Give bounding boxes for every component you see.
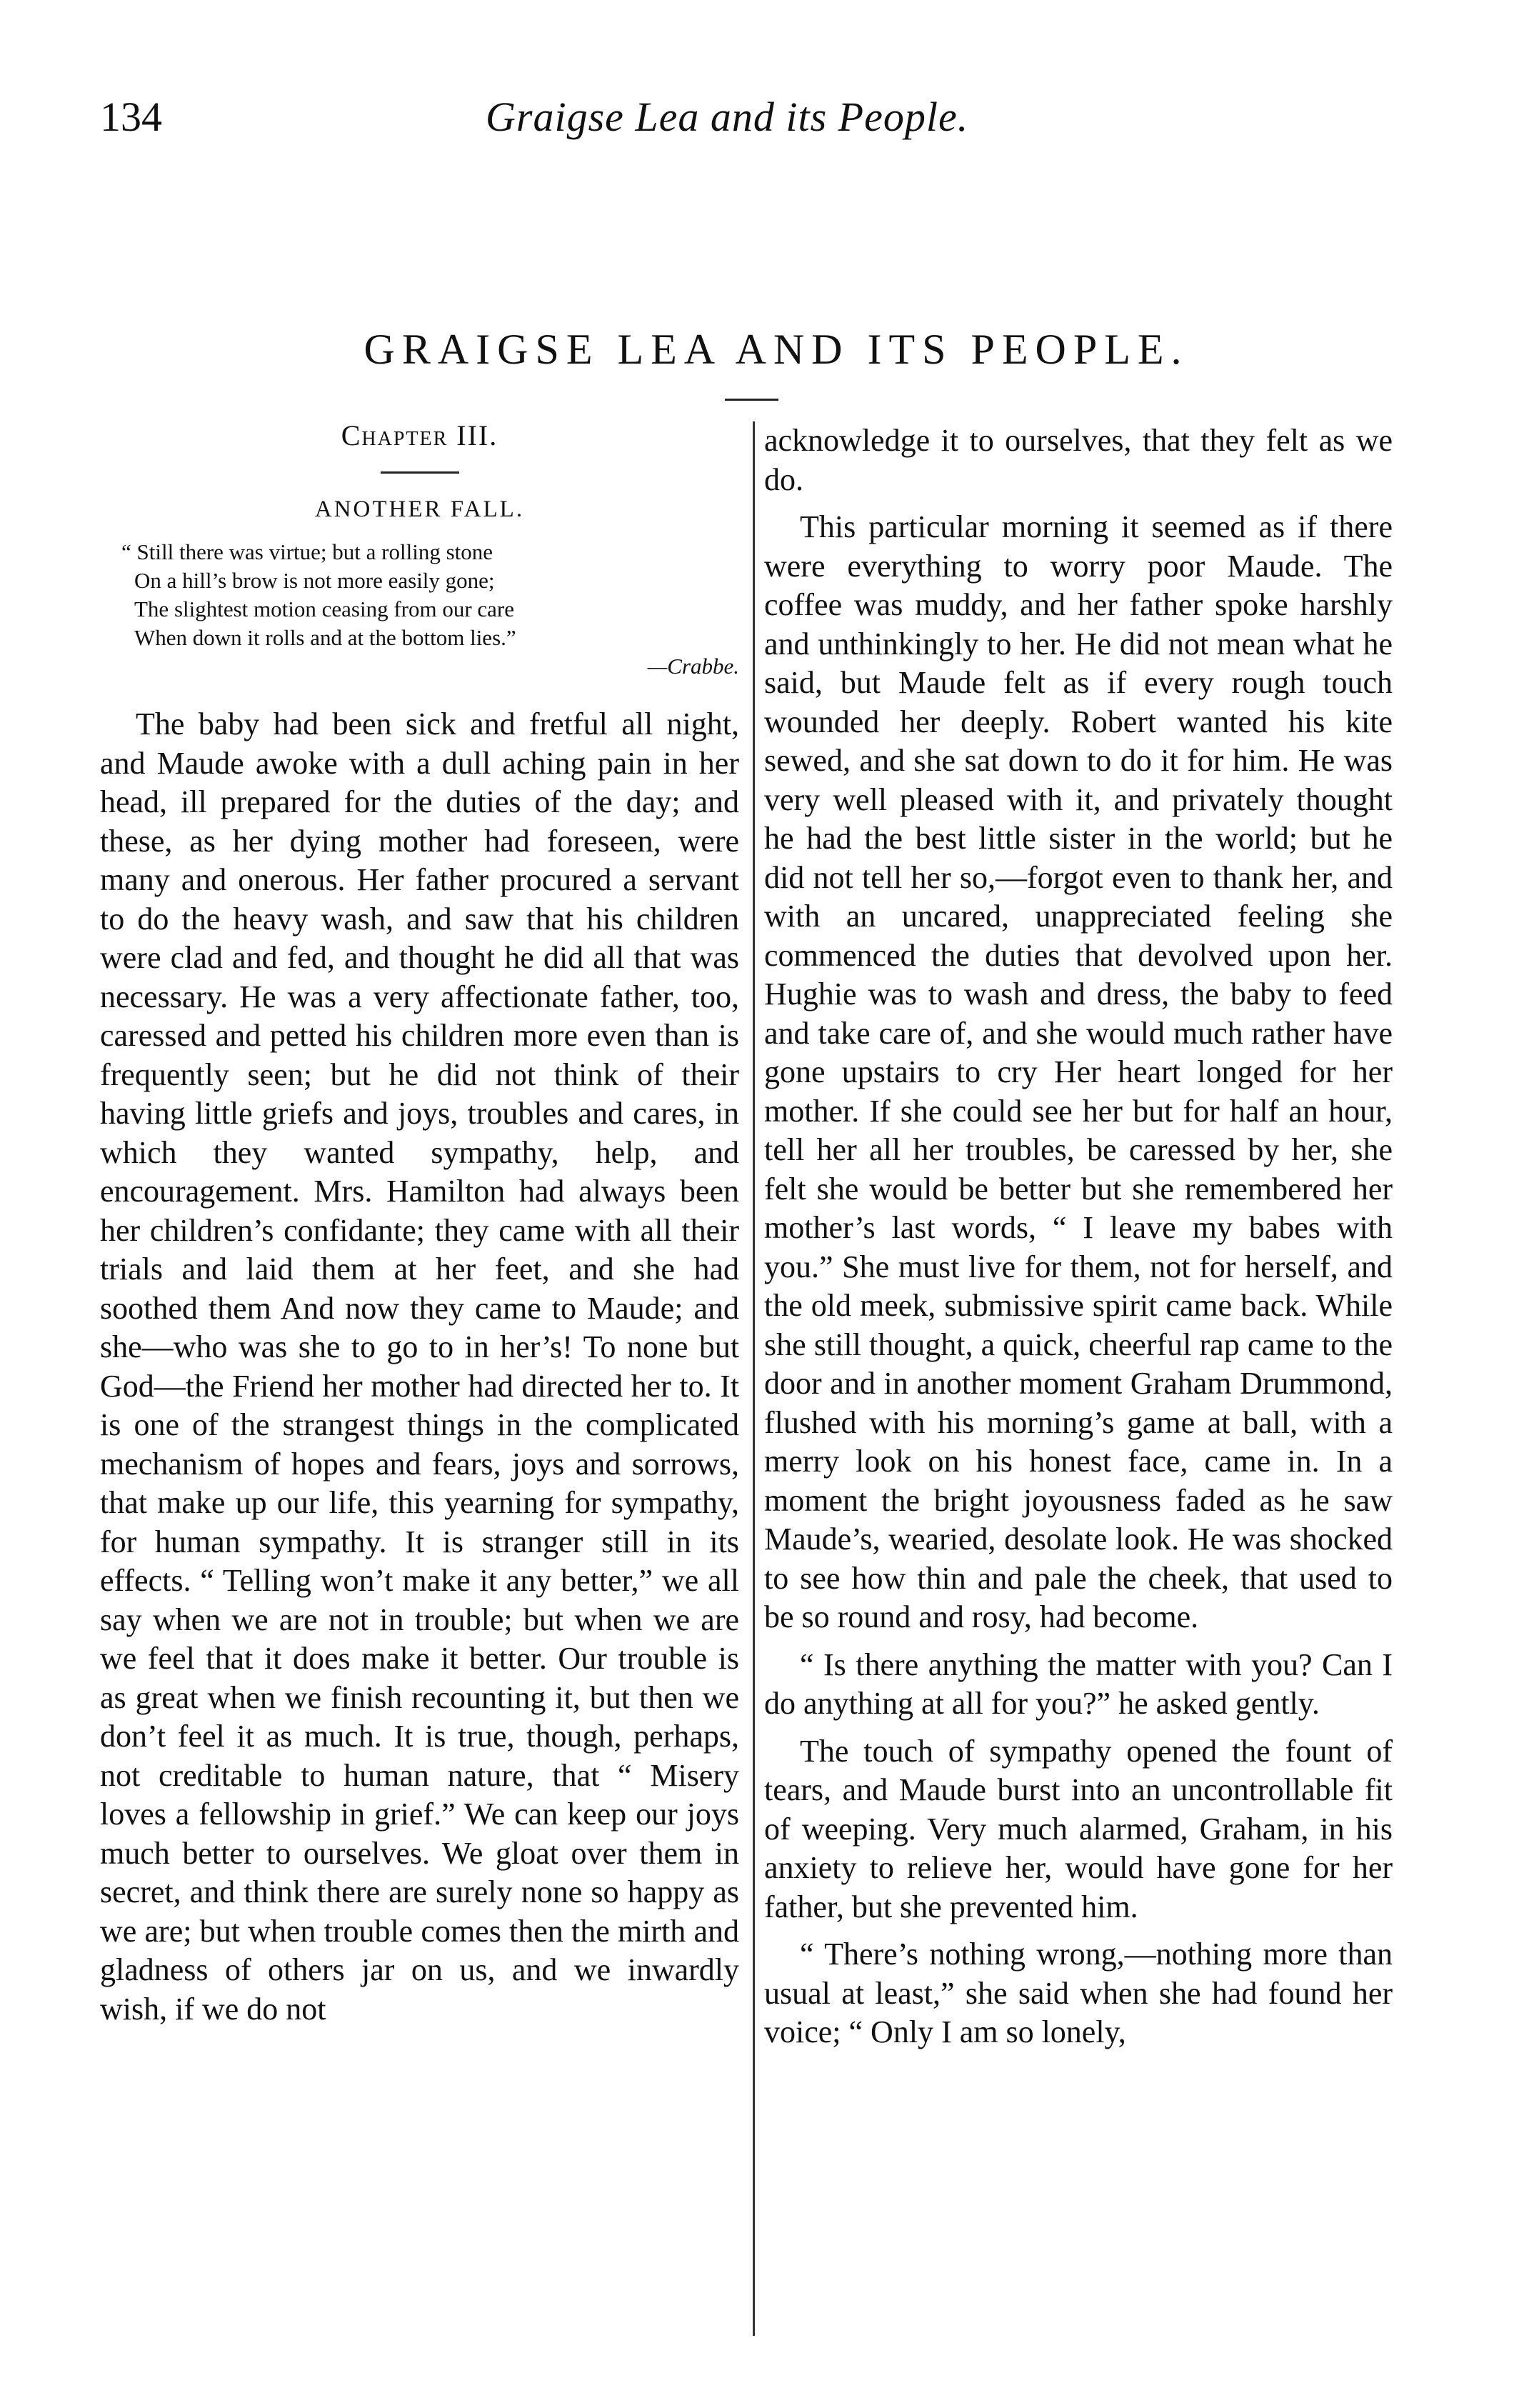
running-title: Graigse Lea and its People.: [486, 94, 969, 140]
epigraph-line: The slightest motion ceasing from our care: [134, 596, 515, 621]
chapter-rule: [381, 471, 459, 474]
chapter-subtitle: ANOTHER FALL.: [314, 496, 525, 522]
left-column: [100, 414, 739, 2029]
body-paragraph: The baby had been sick and fretful all night, and Maude awoke with a dull aching pain in her head, ill prepared for the duties of the day; and these, as her dying mother had foreseen, were many and onerous. Her father procured a servant to do the heavy wash, and saw that his children were clad and fed, and thought he did all that was necessary. He was a very affectionate father, too, caressed and petted his children more even than is frequently seen; but he did not think of their having little griefs and joys, troubles and cares, in which they wanted sympathy, help, and encouragement. Mrs. Hamilton had always been her children’s confidante; they came with all their trials and laid them at her feet, and she had soothed them And now they came to Maude; and she—who was she to go to in her’s! To none but God—the Friend her mother had directed her to. It is one of the strangest things in the complicated mechanism of hopes and fears, joys and sorrows, that make up our life, this yearning for sympathy, for human sympathy. It is stranger still in its effects. “ Telling won’t make it any better,” we all say when we are not in trouble; but when we are we feel that it does make it better. Our trouble is as great when we finish recounting it, but then we don’t feel it as much. It is true, though, perhaps, not creditable to human nature, that “ Misery loves a fellowship in grief.” We can keep our joys much better to ourselves. We gloat over them in secret, and think there are surely none so happy as we are; but when trouble comes then the mirth and gladness of others jar on us, and we inwardly wish, if we do not: [100, 706, 739, 2027]
column-divider: [753, 421, 755, 2336]
right-column: [764, 421, 1393, 2052]
title-rule: [725, 399, 778, 401]
epigraph-attribution: —Crabbe.: [647, 654, 739, 679]
page-number: 134: [100, 94, 162, 140]
epigraph-line: On a hill’s brow is not more easily gone;: [134, 568, 495, 593]
epigraph-line: When down it rolls and at the bottom lies.”: [134, 625, 516, 650]
chapter-heading: Chapter III.: [341, 419, 498, 451]
article-title: GRAIGSE LEA AND ITS PEOPLE.: [364, 326, 1189, 373]
running-head: [100, 93, 1314, 150]
body-paragraph: “ Is there anything the matter with you? Can I do anything at all for you?” he asked gently.: [764, 1647, 1393, 1721]
body-paragraph: “ There’s nothing wrong,—nothing more than usual at least,” she said when she had found her voice; “ Only I am so lonely,: [764, 1937, 1393, 2049]
continued-paragraph: acknowledge it to ourselves, that they felt as we do.: [764, 423, 1393, 497]
epigraph: [121, 538, 739, 681]
body-paragraph: This particular morning it seemed as if there were everything to worry poor Maude. The coffee was muddy, and her father spoke harshly and unthinkingly to her. He did not mean what he said, but Maude felt as if every rough touch wounded her deeply. Robert wanted his kite sewed, and she sat down to do it for him. He was very well pleased with it, and privately thought he had the best little sister in the world; but he did not tell her so,—forgot even to thank her, and with an uncared, unappreciated feeling she commenced the duties that devolved upon her. Hughie was to wash and dress, the baby to feed and take care of, and she would much rather have gone upstairs to cry Her heart longed for her mother. If she could see her but for half an hour, tell her all her troubles, be caressed by her, she felt she would be better but she remembered her mother’s last words, “ I leave my babes with you.” She must live for them, not for herself, and the old meek, submissive spirit came back. While she still thought, a quick, cheerful rap came to the door and in another moment Graham Drummond, flushed with his morning’s game at ball, with a merry look on his honest face, came in. In a moment the bright joyousness faded as he saw Maude’s, wearied, desolate look. He was shocked to see how thin and pale the cheek, that used to be so round and rosy, had become.: [764, 509, 1393, 1634]
body-paragraph: The touch of sympathy opened the fount of tears, and Maude burst into an uncontrollable fit of weeping. Very much alarmed, Graham, in his anxiety to relieve her, would have gone for her father, but she prevented him.: [764, 1733, 1393, 1924]
epigraph-line: “ Still there was virtue; but a rolling stone: [121, 539, 493, 564]
